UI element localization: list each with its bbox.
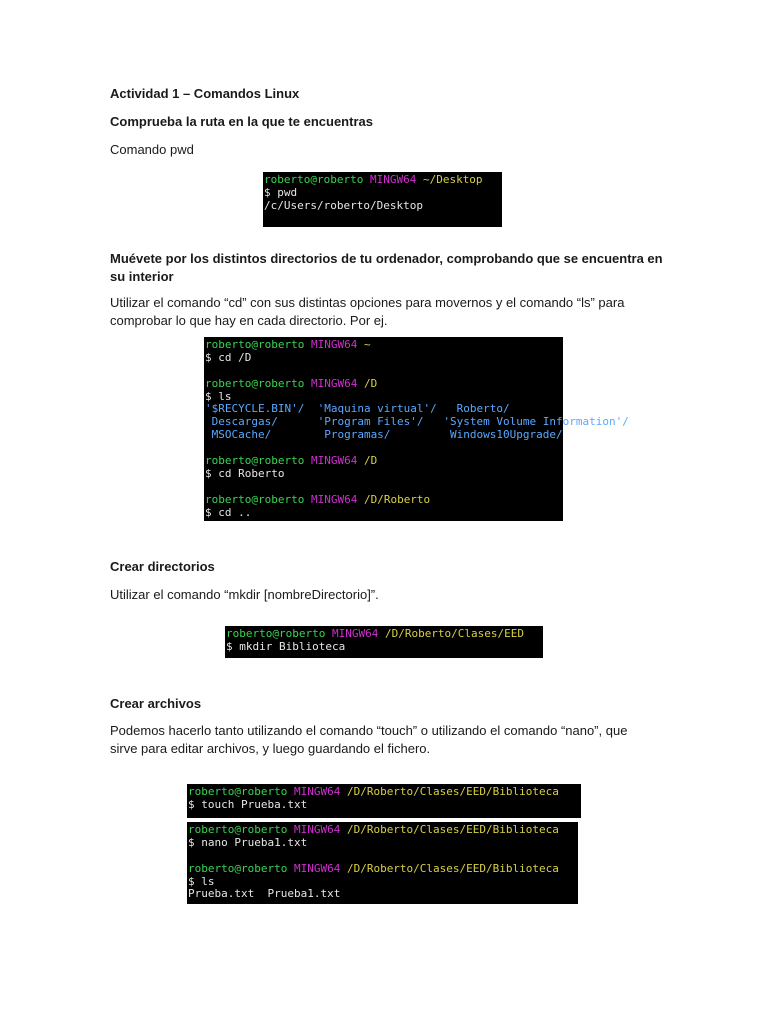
terminal-screenshot-cd-ls bbox=[204, 337, 629, 521]
terminal-screenshot-pwd bbox=[263, 172, 502, 227]
terminal-text: roberto@roberto bbox=[188, 785, 294, 798]
terminal-text: $ pwd bbox=[264, 185, 298, 199]
terminal-line bbox=[205, 352, 563, 365]
terminal-line bbox=[264, 200, 502, 213]
terminal-screenshot-nano-ls bbox=[187, 822, 578, 904]
terminal-text: $ nano Prueba1.txt bbox=[188, 835, 308, 849]
terminal-text: MINGW64 bbox=[310, 454, 364, 468]
terminal-text: '$RECYCLE.BIN'/ 'Maquina virtual'/ Roberto/ bbox=[205, 402, 510, 416]
terminal-text: $ mkdir Biblioteca bbox=[226, 639, 346, 653]
terminal-line bbox=[188, 799, 581, 812]
terminal-text: MINGW64 bbox=[369, 173, 423, 186]
terminal-text: MINGW64 bbox=[293, 823, 347, 836]
terminal-text: MINGW64 bbox=[293, 861, 347, 875]
terminal-text: /D bbox=[363, 454, 378, 468]
section-heading-mkdir: Crear directorios bbox=[110, 559, 215, 574]
section-text-cd: Utilizar el comando “cd” con sus distintas opciones para movernos y el comando “ls” para comprobar lo que hay en cada directorio. Por ej. bbox=[110, 295, 625, 328]
terminal-line bbox=[205, 507, 563, 520]
terminal-text: /D bbox=[363, 376, 378, 390]
terminal-text: roberto@roberto bbox=[188, 823, 294, 836]
terminal-text: $ cd /D bbox=[205, 350, 252, 364]
section-text-pwd: Comando pwd bbox=[110, 142, 194, 157]
terminal-text: Descargas/ 'Program Files'/ 'System Volume Information'/ bbox=[205, 415, 629, 429]
terminal-line bbox=[205, 378, 563, 391]
terminal-line bbox=[205, 468, 563, 481]
terminal-line bbox=[226, 641, 543, 654]
section-heading-pwd: Comprueba la ruta en la que te encuentras bbox=[110, 114, 373, 129]
terminal-screenshot-touch bbox=[187, 784, 581, 818]
terminal-text: roberto@roberto bbox=[264, 173, 370, 186]
terminal-line bbox=[205, 429, 563, 442]
section-heading-archivos: Crear archivos bbox=[110, 696, 202, 711]
terminal-text: ~ bbox=[363, 338, 371, 351]
terminal-text: roberto@roberto bbox=[205, 376, 311, 390]
terminal-text: $ cd .. bbox=[205, 505, 252, 519]
terminal-text: roberto@roberto bbox=[205, 338, 311, 351]
terminal-text: /c/Users/roberto/Desktop bbox=[264, 198, 423, 212]
terminal-text: /D/Roberto/Clases/EED/Biblioteca bbox=[346, 785, 559, 798]
terminal-text: MINGW64 bbox=[293, 785, 347, 798]
terminal-text: MINGW64 bbox=[331, 627, 385, 640]
terminal-text: $ ls bbox=[188, 874, 215, 888]
terminal-text: /D/Roberto/Clases/EED bbox=[384, 627, 525, 640]
terminal-text: $ cd Roberto bbox=[205, 466, 285, 480]
terminal-text: MINGW64 bbox=[310, 376, 364, 390]
terminal-line bbox=[264, 174, 502, 187]
terminal-text: /D/Roberto bbox=[363, 492, 431, 506]
terminal-text: MINGW64 bbox=[310, 338, 364, 351]
terminal-text: ~/Desktop bbox=[422, 173, 483, 186]
section-text-archivos: Podemos hacerlo tanto utilizando el comando “touch” o utilizando el comando “nano”, que sirve para editar archivos, y luego guardando el fichero. bbox=[110, 723, 628, 756]
section-text-mkdir: Utilizar el comando “mkdir [nombreDirectorio]”. bbox=[110, 587, 379, 602]
terminal-line bbox=[205, 339, 563, 352]
terminal-text: roberto@roberto bbox=[205, 454, 311, 468]
terminal-line bbox=[188, 837, 578, 850]
terminal-text: roberto@roberto bbox=[205, 492, 311, 506]
terminal-text: $ ls bbox=[205, 389, 232, 403]
terminal-line bbox=[188, 888, 578, 901]
terminal-line bbox=[188, 863, 578, 876]
terminal-text: roberto@roberto bbox=[188, 861, 294, 875]
terminal-text: /D/Roberto/Clases/EED/Biblioteca bbox=[346, 823, 559, 836]
document-title: Actividad 1 – Comandos Linux bbox=[110, 86, 300, 101]
terminal-text: MSOCache/ Programas/ Windows10Upgrade/ bbox=[205, 428, 563, 442]
section-heading-cd: Muévete por los distintos directorios de tu ordenador, comprobando que se encuentra en su interior bbox=[110, 251, 663, 284]
terminal-line bbox=[205, 494, 563, 507]
terminal-text: /D/Roberto/Clases/EED/Biblioteca bbox=[346, 861, 559, 875]
terminal-text: $ touch Prueba.txt bbox=[188, 797, 308, 811]
terminal-text: roberto@roberto bbox=[226, 627, 332, 640]
terminal-screenshot-mkdir bbox=[225, 626, 543, 658]
terminal-text: Prueba.txt Prueba1.txt bbox=[188, 887, 341, 901]
terminal-text: MINGW64 bbox=[310, 492, 364, 506]
